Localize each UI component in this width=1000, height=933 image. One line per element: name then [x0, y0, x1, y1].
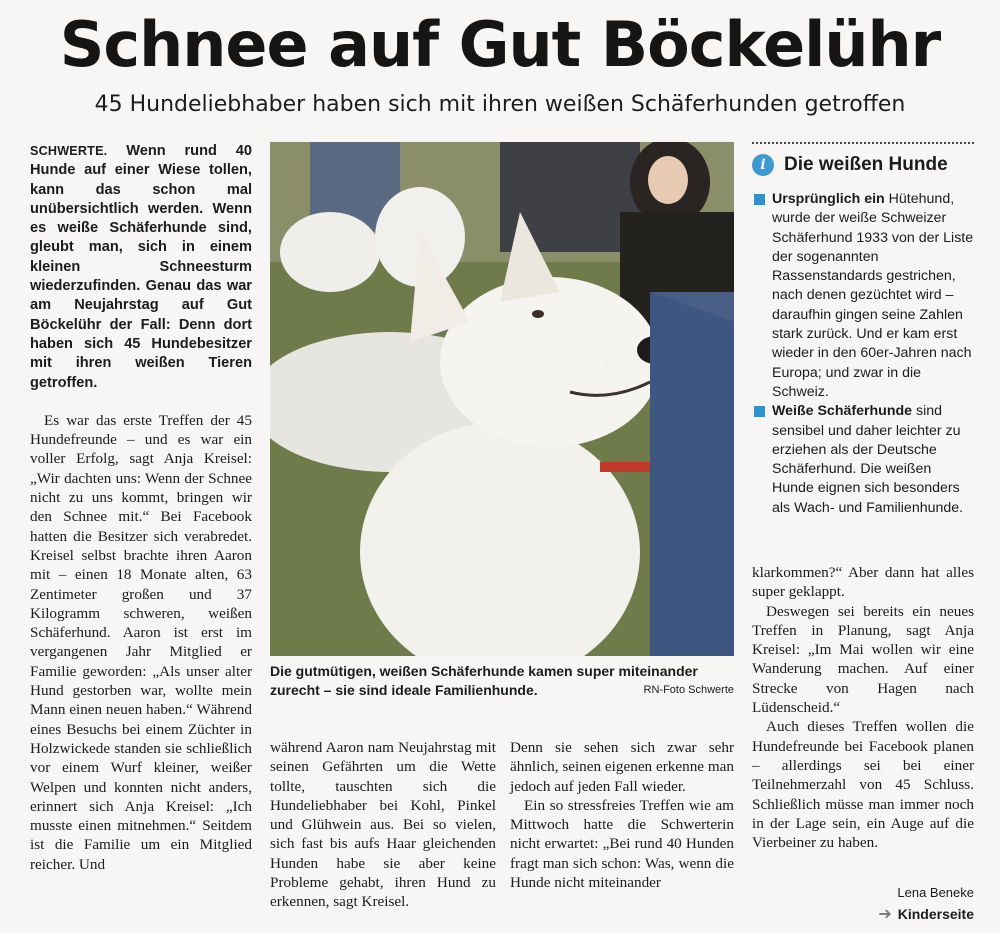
article-column-2 — [270, 738, 496, 912]
white-shepherd-photo — [270, 142, 734, 656]
lead-text: Wenn rund 40 Hunde auf einer Wiese tollen, kann das schon mal unübersichtlich werden. Wenn es weiße Schäferhunde sind, gleubt man, sich in einem kleinen Schneesturm wiederzufinden. Genau das war am Neujahrstag auf Gut Böckelühr der Fall: Denn dort haben sich 45 Hundebesitzer mit ihren weißen Tieren getroffen. — [30, 143, 252, 391]
section-link[interactable] — [878, 904, 974, 924]
section-link-label[interactable]: Kinderseite — [897, 906, 974, 922]
info-icon: i — [752, 154, 774, 176]
body-paragraph: Ein so stressfreies Treffen wie am Mittwoch hatte die Schwerterin nicht erwartet: „Bei rund 40 Hunden fragt man sich schon: Was, wenn die Hunde nicht miteinander — [510, 796, 734, 892]
headline: Schnee auf Gut Böckelühr — [59, 8, 941, 81]
photo-caption — [270, 662, 734, 700]
subheadline: 45 Hundeliebhaber haben sich mit ihren weißen Schäferhunden getroffen — [94, 92, 906, 117]
info-box-title: Die weißen Hunde — [784, 154, 948, 175]
info-item-bold: Ursprünglich ein — [772, 191, 885, 207]
info-item-bold: Weiße Schäferhunde — [772, 403, 913, 420]
author-name: Lena Beneke — [897, 885, 974, 900]
article-photo — [270, 142, 734, 656]
body-paragraph: klarkommen?“ Aber dann hat alles super geklappt. — [752, 564, 974, 601]
body-paragraph: Auch dieses Treffen wollen die Hundefreunde bei Facebook planen – allerdings sei bei einer Teilnehmerzahl von 45 Schluss. Schließlich müsse man immer noch in der Lage sein, ein Auge auf die Vierbeiner zu haben. — [752, 718, 974, 852]
bullet-square-icon — [754, 194, 765, 205]
lead-paragraph — [30, 142, 252, 393]
bullet-square-icon — [754, 406, 765, 417]
info-item-text: Hütehund, wurde der weiße Schweizer Schäferhund 1933 von der Liste der sogenannten Rassenstandards gestrichen, nach denen gezüchtet wird – daraufhin gingen seine Zahlen stark zurück. Und er kam erst wieder in den 60er-Jahren nach Europa; und zwar in die Schweiz. — [772, 191, 974, 400]
article-column-3 — [510, 738, 734, 892]
info-item — [752, 190, 974, 402]
info-box — [752, 142, 974, 518]
body-paragraph: Denn sie sehen sich zwar sehr ähnlich, seinen eigenen erkenne man jedoch auf jeden Fall wieder. — [510, 739, 734, 795]
body-paragraph: während Aaron nam Neujahrstag mit seinen Gefährten um die Wette tollte, tauschten sich die Hundeliebhaber bei Kohl, Pinkel und Glühwein aus. Bei so vielen, sich fast bis aufs Haar gleichenden Hunden habe sie aber keine Probleme gehabt, ihren Hund zu erkennen, sagt Kreisel. — [270, 739, 496, 911]
photo-credit: RN-Foto Schwerte — [643, 684, 734, 696]
info-box-header — [752, 154, 974, 176]
arrow-right-icon: ➔ — [878, 906, 892, 923]
info-item-text: sind sensibel und daher leichter zu erziehen als der Deutsche Schäferhund. Die weißen Hunde eignen sich besonders als Wach- und Familienhunde. — [772, 403, 964, 516]
article-column-4 — [752, 563, 974, 852]
body-paragraph: Deswegen sei bereits ein neues Treffen in Planung, sagt Anja Kreisel: „Im Mai wollen wir eine Wanderung machen. Auf einer Strecke von Hagen nach Lüdenscheid.“ — [752, 602, 974, 717]
body-paragraph: Es war das erste Treffen der 45 Hundefreunde – und es war ein voller Erfolg, sagt Anja Kreisel: „Wir dachten uns: Wenn der Schnee nicht zu uns kommt, bringen wir den Schnee mit.“ Bei Facebook hatten die Besitzer sich verabredet. Kreisel selbst brachte ihren Aaron mit – einen 18 Monate alten, 63 Zentimeter großen und 37 Kilogramm schweren, weißen Schäferhund. Aaron ist erst im vergangenen Jahr Mitglied er Familie geworden: „Als unser alter Hund gestorben war, wollte mein Mann einen neuen haben.“ Während eines Besuchs bei einem Züchter in Holzwickede standen sie schließlich vor einem Wurf kleiner, weißer Welpen und konnten nicht anders, erinnert sich Anja Kreisel: „Ich musste einen mitnehmen.“ Seitdem ist die Familie um ein Mitglied reicher. Und — [30, 411, 252, 873]
info-item — [752, 402, 974, 518]
article-column-1 — [30, 142, 252, 874]
dateline: SCHWERTE. — [30, 144, 108, 158]
caption-text: Die gutmütigen, weißen Schäferhunde kamen super miteinander zurecht – sie sind ideale Familienhunde. — [270, 663, 698, 698]
